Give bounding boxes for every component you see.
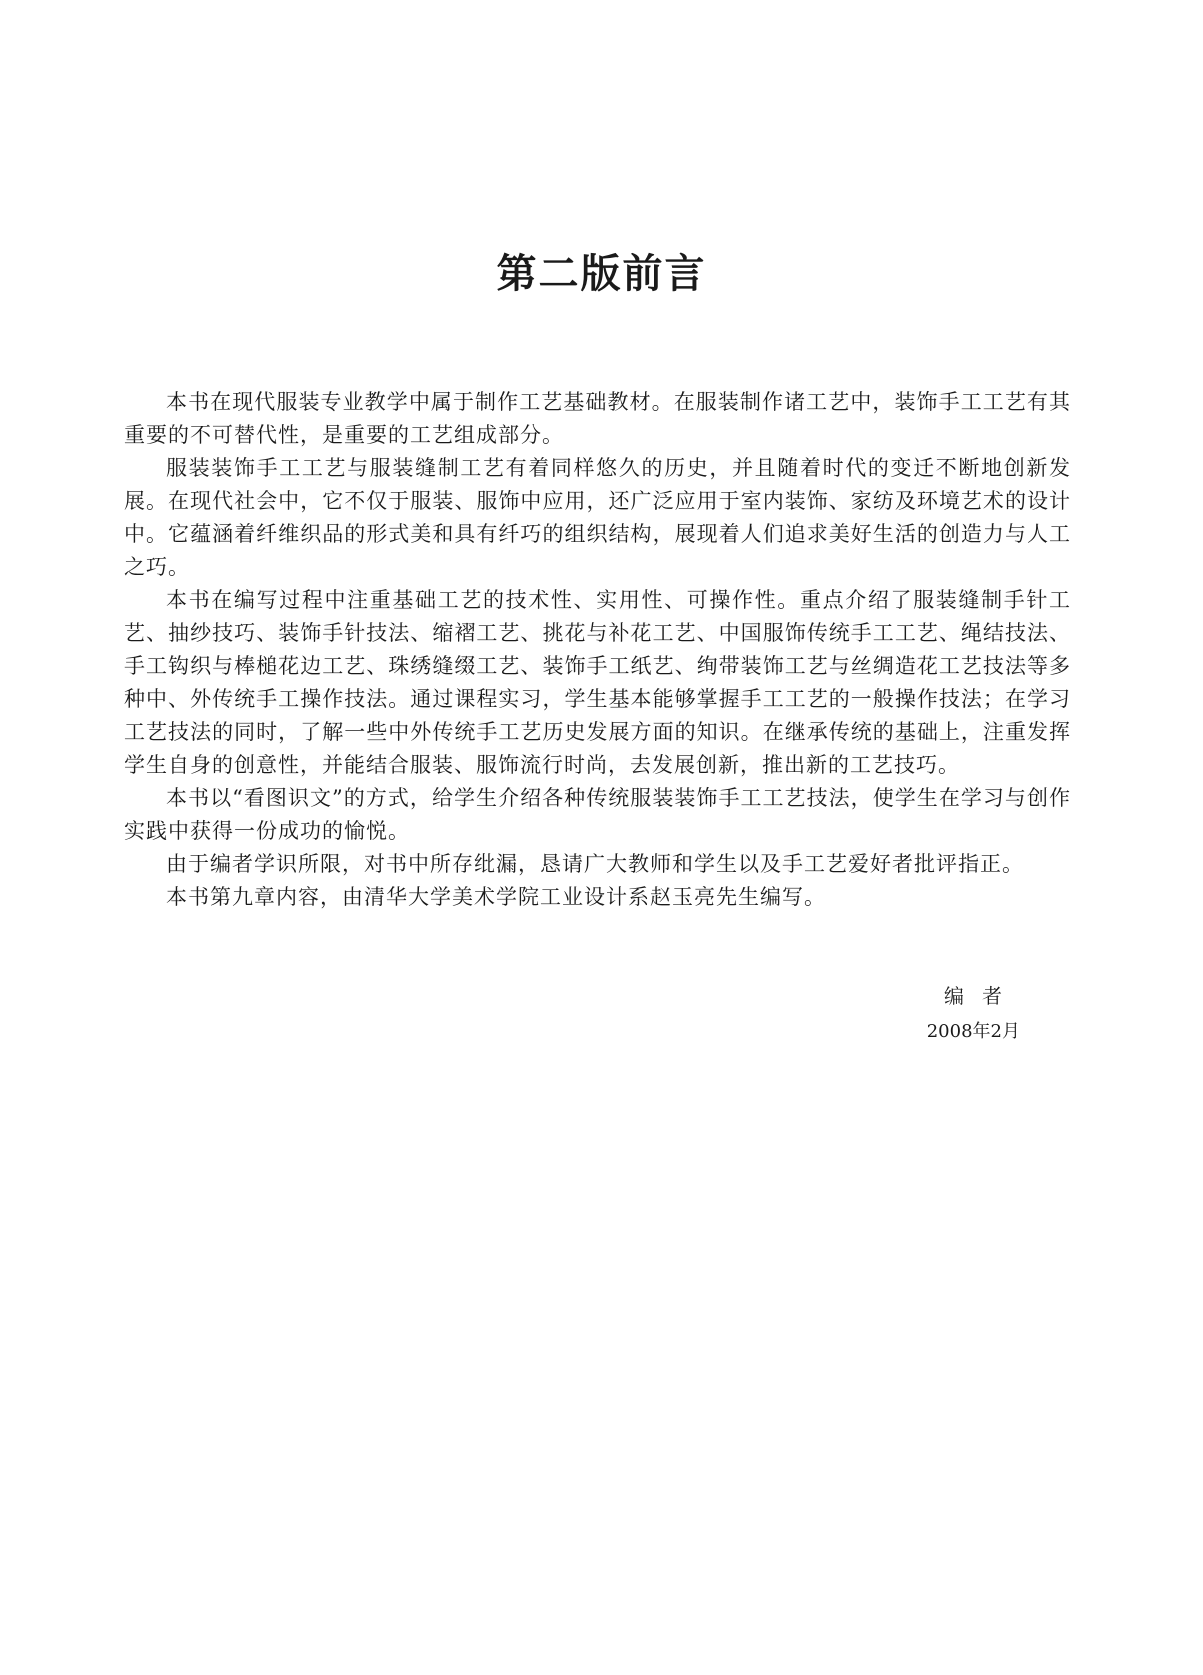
paragraph: 本书在现代服装专业教学中属于制作工艺基础教材。在服装制作诸工艺中，装饰手工工艺有其重要的不可替代性，是重要的工艺组成部分。 [124, 390, 1071, 447]
signature-date: 2008年2月 [926, 1021, 1020, 1042]
page-title: 第二版前言 [496, 251, 707, 297]
signature-block [800, 980, 1020, 1043]
signature-author: 编者 [944, 984, 1020, 1008]
paragraph: 由于编者学识所限，对书中所存纰漏，恳请广大教师和学生以及手工艺爱好者批评指正。 [166, 852, 1024, 876]
paragraph: 本书以“看图识文”的方式，给学生介绍各种传统服装装饰手工工艺技法，使学生在学习与创作实践中获得一份成功的愉悦。 [124, 786, 1071, 843]
paragraph: 服装装饰手工工艺与服装缝制工艺有着同样悠久的历史，并且随着时代的变迁不断地创新发展。在现代社会中，它不仅于服装、服饰中应用，还广泛应用于室内装饰、家纺及环境艺术的设计中。它蕴涵着纤维织品的形式美和具有纤巧的组织结构，展现着人们追求美好生活的创造力与人工之巧。 [124, 456, 1071, 579]
paragraph: 本书第九章内容，由清华大学美术学院工业设计系赵玉亮先生编写。 [166, 885, 826, 909]
paragraph: 本书在编写过程中注重基础工艺的技术性、实用性、可操作性。重点介绍了服装缝制手针工艺、抽纱技巧、装饰手针技法、缩褶工艺、挑花与补花工艺、中国服饰传统手工工艺、绳结技法、手工钩织与棒槌花边工艺、珠绣缝缀工艺、装饰手工纸艺、绚带装饰工艺与丝绸造花工艺技法等多种中、外传统手工操作技法。通过课程实习，学生基本能够掌握手工工艺的一般操作技法；在学习工艺技法的同时，了解一些中外传统手工艺历史发展方面的知识。在继承传统的基础上，注重发挥学生自身的创意性，并能结合服装、服饰流行时尚，去发展创新，推出新的工艺技巧。 [124, 588, 1071, 777]
preface-body [124, 386, 1071, 914]
